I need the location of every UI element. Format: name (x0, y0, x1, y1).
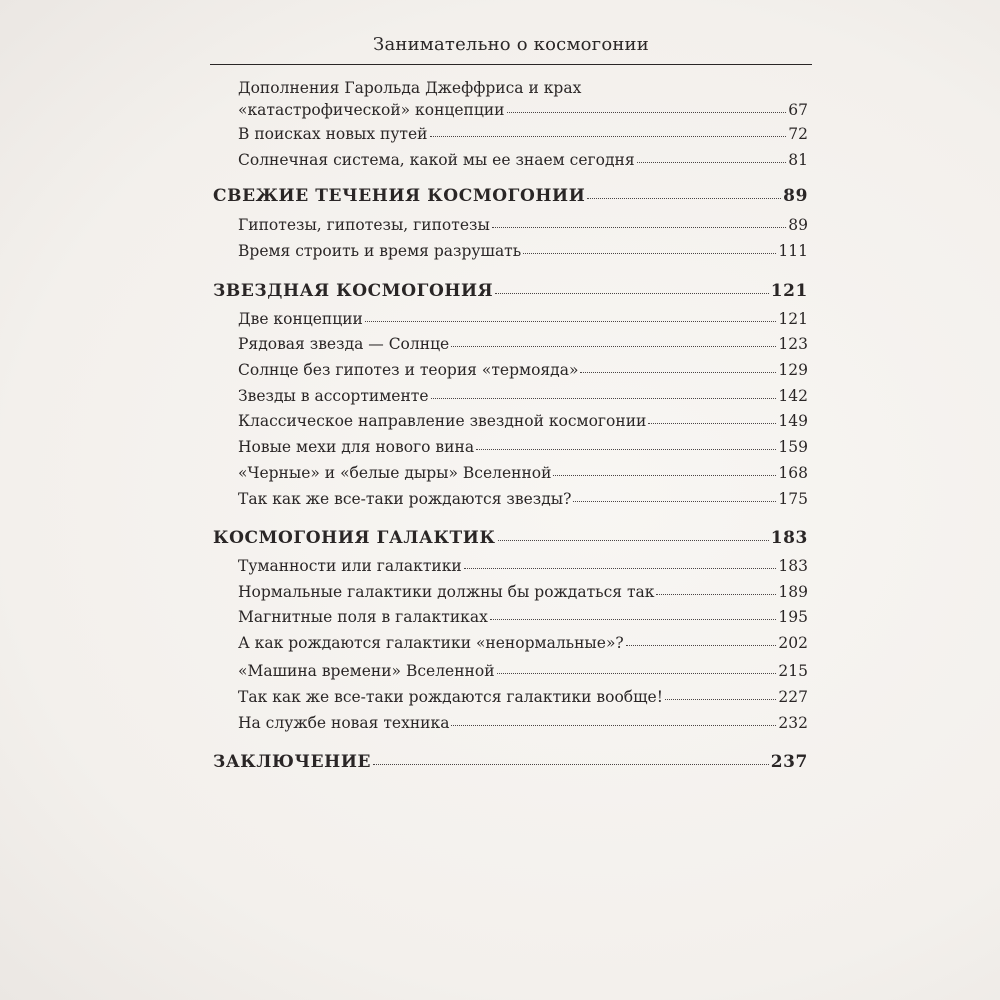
toc-entry (238, 608, 808, 626)
toc-entry (238, 335, 808, 353)
toc-page-number: 183 (778, 557, 808, 575)
dot-leader (464, 568, 777, 569)
toc-section (213, 528, 808, 548)
toc-entry-title: Туманности или галактики (238, 557, 462, 575)
toc-section-title: ЗАКЛЮЧЕНИЕ (213, 752, 372, 772)
toc-page-number: 129 (778, 361, 808, 379)
toc-entry (238, 216, 808, 234)
toc-page-number: 142 (778, 387, 808, 405)
dot-leader (476, 449, 776, 450)
toc-page-number: 189 (778, 583, 808, 601)
toc-entry (238, 151, 808, 169)
toc-entry-title: «Черные» и «белые дыры» Вселенной (238, 464, 552, 482)
toc-section (213, 752, 808, 772)
dot-leader (648, 423, 776, 424)
toc-entry-title: «Машина времени» Вселенной (238, 662, 495, 680)
dot-leader (365, 321, 777, 322)
dot-leader (637, 162, 787, 163)
toc-entry-title: Две концепции (238, 310, 363, 328)
toc-entry (238, 634, 808, 652)
dot-leader (490, 619, 777, 620)
dot-leader (430, 136, 787, 137)
toc-entry (238, 714, 808, 732)
dot-leader (656, 594, 776, 595)
toc-entry (238, 412, 808, 430)
dot-leader (497, 673, 777, 674)
toc-page-number: 227 (778, 688, 808, 706)
toc-section-title: СВЕЖИЕ ТЕЧЕНИЯ КОСМОГОНИИ (213, 186, 586, 206)
toc-page-number: 159 (778, 438, 808, 456)
toc-entry-title: Дополнения Гарольда Джеффриса и крах (238, 79, 582, 97)
toc-page-number: 149 (778, 412, 808, 430)
toc-entry (238, 438, 808, 456)
toc-entry-title: В поисках новых путей (238, 125, 428, 143)
toc-entry-title: Так как же все-таки рождаются звезды? (238, 490, 572, 508)
dot-leader (498, 540, 769, 541)
toc-page-number: 237 (770, 752, 808, 772)
dot-leader (431, 398, 777, 399)
toc-entry (238, 101, 808, 119)
toc-entry (238, 310, 808, 328)
toc-entry (238, 464, 808, 482)
dot-leader (626, 645, 777, 646)
dot-leader (523, 253, 776, 254)
toc-page-number: 202 (778, 634, 808, 652)
toc-page-number: 215 (778, 662, 808, 680)
toc-entry-title: Магнитные поля в галактиках (238, 608, 488, 626)
toc-entry-title: Классическое направление звездной космогонии (238, 412, 647, 430)
dot-leader (587, 198, 781, 199)
toc-section (213, 186, 808, 206)
toc-entry (238, 490, 808, 508)
toc-entry-title: Время строить и время разрушать (238, 242, 522, 260)
toc-entry-title-line (238, 79, 808, 97)
toc-section-title: ЗВЕЗДНАЯ КОСМОГОНИЯ (213, 281, 494, 301)
dot-leader (492, 227, 786, 228)
toc-page-number: 175 (778, 490, 808, 508)
toc-entry (238, 387, 808, 405)
toc-page-number: 183 (770, 528, 808, 548)
toc-entry (238, 583, 808, 601)
toc-entry-title: Солнечная система, какой мы ее знаем сегодня (238, 151, 635, 169)
dot-leader (665, 699, 776, 700)
toc-entry-title: Гипотезы, гипотезы, гипотезы (238, 216, 490, 234)
toc-page-number: 89 (783, 186, 808, 206)
running-head: Занимательно о космогонии (373, 34, 649, 55)
toc-page-number: 72 (788, 125, 808, 143)
toc-entry-title: На службе новая техника (238, 714, 450, 732)
toc-entry-title: А как рождаются галактики «ненормальные»? (238, 634, 624, 652)
toc-entry (238, 662, 808, 680)
toc-entry-title: Рядовая звезда — Солнце (238, 335, 450, 353)
toc-page-number: 67 (788, 101, 808, 119)
dot-leader (553, 475, 776, 476)
toc-page-number: 121 (770, 281, 808, 301)
toc-page-number: 111 (778, 242, 808, 260)
dot-leader (451, 346, 776, 347)
toc-entry-title: Звезды в ассортименте (238, 387, 429, 405)
toc-entry-title: Нормальные галактики должны бы рождаться так (238, 583, 655, 601)
toc-page-number: 81 (788, 151, 808, 169)
toc-page-number: 89 (788, 216, 808, 234)
toc-entry-title: Солнце без гипотез и теория «термояда» (238, 361, 579, 379)
toc-entry (238, 557, 808, 575)
toc-entry-title: Так как же все-таки рождаются галактики вообще! (238, 688, 663, 706)
toc-page-number: 232 (778, 714, 808, 732)
toc-page-number: 168 (778, 464, 808, 482)
dot-leader (373, 764, 769, 765)
toc-entry (238, 361, 808, 379)
toc-section (213, 281, 808, 301)
dot-leader (580, 372, 776, 373)
toc-section-title: КОСМОГОНИЯ ГАЛАКТИК (213, 528, 496, 548)
toc-entry (238, 688, 808, 706)
toc-entry-title: Новые мехи для нового вина (238, 438, 475, 456)
toc-page-number: 121 (778, 310, 808, 328)
toc-entry (238, 242, 808, 260)
toc-page-number: 195 (778, 608, 808, 626)
dot-leader (507, 112, 787, 113)
toc-entry-title: «катастрофической» концепции (238, 101, 505, 119)
toc-page-number: 123 (778, 335, 808, 353)
dot-leader (451, 725, 776, 726)
dot-leader (495, 293, 768, 294)
toc-entry (238, 125, 808, 143)
dot-leader (573, 501, 776, 502)
